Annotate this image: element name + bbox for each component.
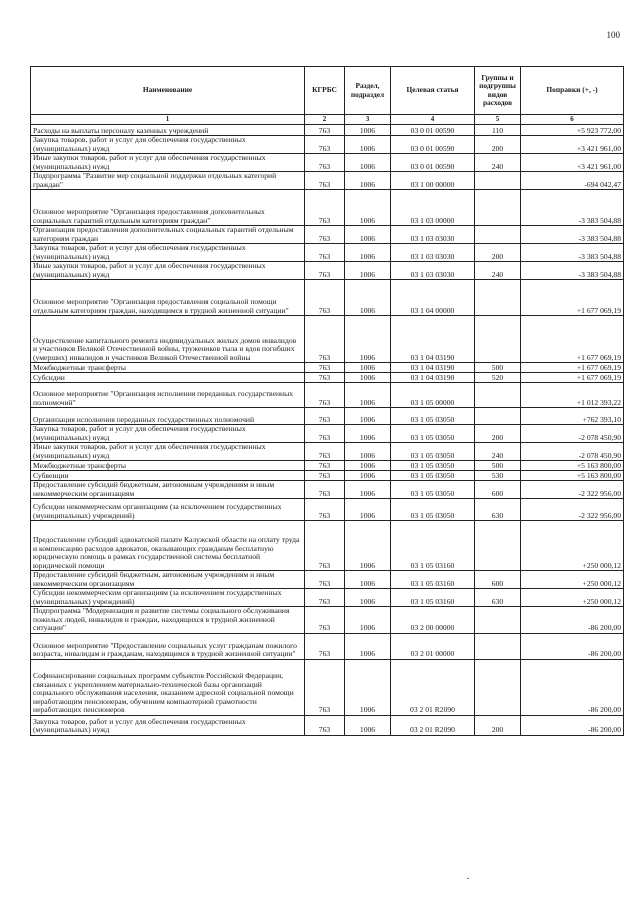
table-row [31, 659, 624, 715]
row-group-cell: 600 [475, 481, 521, 499]
row-name-cell: Предоставление субсидий бюджетным, автономным учреждениям и иным некоммерческим организациям [31, 571, 305, 589]
row-target-cell: 03 1 05 03050 [391, 425, 475, 443]
row-amount-cell: +3 421 961,00 [521, 154, 624, 172]
row-group-cell [475, 383, 521, 408]
row-amount-cell: -2 078 450,90 [521, 443, 624, 461]
row-kgrbs-cell: 763 [305, 373, 345, 383]
row-section-cell: 1006 [345, 262, 391, 280]
row-group-cell [475, 408, 521, 425]
row-name-cell: Субсидии некоммерческим организациям (за исключением государственных (муниципальных) учреждений) [31, 499, 305, 521]
row-amount-cell: +250 000,12 [521, 521, 624, 571]
table-row [31, 521, 624, 571]
table-row [31, 715, 624, 735]
header-target: Целевая статья [391, 67, 475, 115]
row-section-cell: 1006 [345, 244, 391, 262]
table-row [31, 633, 624, 659]
row-section-cell: 1006 [345, 471, 391, 481]
row-section-cell: 1006 [345, 154, 391, 172]
row-name-cell: Субсидии [31, 373, 305, 383]
table-row [31, 461, 624, 471]
table-row [31, 607, 624, 634]
row-target-cell: 03 1 05 03050 [391, 499, 475, 521]
row-section-cell: 1006 [345, 589, 391, 607]
row-name-cell: Межбюджетные трансферты [31, 363, 305, 373]
table-row [31, 443, 624, 461]
row-section-cell: 1006 [345, 499, 391, 521]
row-name-cell: Основное мероприятие "Предоставление социальных услуг гражданам пожилого возраста, инвалидам и гражданам, находящимся в трудной жизненной ситуации" [31, 633, 305, 659]
row-amount-cell: -694 042,47 [521, 172, 624, 190]
table-row [31, 172, 624, 190]
row-target-cell: 03 1 04 03190 [391, 316, 475, 363]
row-section-cell: 1006 [345, 136, 391, 154]
row-kgrbs-cell: 763 [305, 461, 345, 471]
row-name-cell: Осуществление капитального ремонта индивидуальных жилых домов инвалидов и участников Великой Отечественной войны, тружеников тыла и вдов погибших (умерших) инвалидов и участников Великой Отечественной войны [31, 316, 305, 363]
row-kgrbs-cell: 763 [305, 262, 345, 280]
table-row [31, 571, 624, 589]
row-target-cell: 03 1 04 00000 [391, 280, 475, 316]
row-target-cell: 03 1 03 00000 [391, 190, 475, 226]
row-name-cell: Организация предоставления дополнительных социальных гарантий отдельным категориям граждан [31, 226, 305, 244]
row-section-cell: 1006 [345, 461, 391, 471]
table-row [31, 154, 624, 172]
row-amount-cell: +1 677 069,19 [521, 280, 624, 316]
table-row [31, 471, 624, 481]
row-section-cell: 1006 [345, 190, 391, 226]
row-section-cell: 1006 [345, 481, 391, 499]
row-amount-cell: -86 200,00 [521, 659, 624, 715]
row-target-cell: 03 1 03 03030 [391, 262, 475, 280]
row-section-cell: 1006 [345, 408, 391, 425]
row-amount-cell: +1 677 069,19 [521, 363, 624, 373]
row-kgrbs-cell: 763 [305, 589, 345, 607]
row-group-cell [475, 607, 521, 634]
row-amount-cell: -2 078 450,90 [521, 425, 624, 443]
row-target-cell: 03 1 04 03190 [391, 373, 475, 383]
row-name-cell: Подпрограмма "Развитие мер социальной поддержки отдельных категорий граждан" [31, 172, 305, 190]
row-kgrbs-cell: 763 [305, 408, 345, 425]
row-amount-cell: +762 393,10 [521, 408, 624, 425]
row-group-cell: 240 [475, 154, 521, 172]
row-target-cell: 03 1 05 03050 [391, 408, 475, 425]
row-amount-cell: -2 322 956,00 [521, 499, 624, 521]
table-row [31, 125, 624, 136]
row-target-cell: 03 1 05 03050 [391, 471, 475, 481]
row-section-cell: 1006 [345, 383, 391, 408]
row-kgrbs-cell: 763 [305, 571, 345, 589]
table-header-row [31, 67, 624, 115]
row-amount-cell: +1 677 069,19 [521, 316, 624, 363]
row-target-cell: 03 1 04 03190 [391, 363, 475, 373]
row-target-cell: 03 1 05 00000 [391, 383, 475, 408]
row-name-cell: Иные закупки товаров, работ и услуг для обеспечения государственных (муниципальных) нужд [31, 262, 305, 280]
row-kgrbs-cell: 763 [305, 499, 345, 521]
column-number: 4 [391, 115, 475, 125]
row-name-cell: Основное мероприятие "Организация предоставления социальной помощи отдельным категориям граждан, находящимся в трудной жизненной ситуации" [31, 280, 305, 316]
row-amount-cell: +5 163 800,00 [521, 471, 624, 481]
row-kgrbs-cell: 763 [305, 471, 345, 481]
header-kgrbs: КГРБС [305, 67, 345, 115]
row-name-cell: Организация исполнения переданных государственных полномочий [31, 408, 305, 425]
table-row [31, 589, 624, 607]
table-row [31, 190, 624, 226]
column-number: 1 [31, 115, 305, 125]
row-name-cell: Субвенции [31, 471, 305, 481]
row-kgrbs-cell: 763 [305, 125, 345, 136]
row-name-cell: Закупка товаров, работ и услуг для обеспечения государственных (муниципальных) нужд [31, 425, 305, 443]
row-name-cell: Подпрограмма "Модернизация и развитие системы социального обслуживания пожилых людей, инвалидов и граждан, находящихся в трудной жизненной ситуации" [31, 607, 305, 634]
table-row [31, 136, 624, 154]
row-name-cell: Предоставление субсидий бюджетным, автономным учреждениям и иным некоммерческим организациям [31, 481, 305, 499]
row-kgrbs-cell: 763 [305, 316, 345, 363]
row-kgrbs-cell: 763 [305, 715, 345, 735]
column-number: 2 [305, 115, 345, 125]
row-group-cell: 600 [475, 571, 521, 589]
row-kgrbs-cell: 763 [305, 425, 345, 443]
row-name-cell: Межбюджетные трансферты [31, 461, 305, 471]
row-target-cell: 03 1 03 03030 [391, 226, 475, 244]
page-number: 100 [606, 30, 620, 40]
row-amount-cell: +250 000,12 [521, 589, 624, 607]
table-row [31, 383, 624, 408]
row-group-cell: 500 [475, 461, 521, 471]
row-group-cell: 200 [475, 244, 521, 262]
row-kgrbs-cell: 763 [305, 607, 345, 634]
row-group-cell [475, 190, 521, 226]
row-kgrbs-cell: 763 [305, 443, 345, 461]
table-row [31, 280, 624, 316]
row-name-cell: Расходы на выплаты персоналу казенных учреждений [31, 125, 305, 136]
row-kgrbs-cell: 763 [305, 659, 345, 715]
row-section-cell: 1006 [345, 607, 391, 634]
table-body [31, 125, 624, 736]
scan-speck [467, 878, 469, 879]
row-target-cell: 03 2 01 R2090 [391, 659, 475, 715]
table-row [31, 373, 624, 383]
header-section: Раздел, подраздел [345, 67, 391, 115]
row-section-cell: 1006 [345, 659, 391, 715]
row-name-cell: Иные закупки товаров, работ и услуг для обеспечения государственных (муниципальных) нужд [31, 154, 305, 172]
row-amount-cell: -3 383 504,88 [521, 190, 624, 226]
table-row [31, 363, 624, 373]
row-amount-cell: -3 383 504,88 [521, 226, 624, 244]
table-row [31, 408, 624, 425]
row-kgrbs-cell: 763 [305, 226, 345, 244]
row-group-cell [475, 316, 521, 363]
row-kgrbs-cell: 763 [305, 154, 345, 172]
row-section-cell: 1006 [345, 571, 391, 589]
row-name-cell: Предоставление субсидий адвокатской палате Калужской области на оплату труда и компенсацию расходов адвокатов, оказывающих гражданам бесплатную юридическую помощь в рамках государственной системы бесплатной юридической помощи [31, 521, 305, 571]
row-group-cell: 200 [475, 715, 521, 735]
header-amendments: Поправки (+, -) [521, 67, 624, 115]
column-number-row [31, 115, 624, 125]
table-row [31, 499, 624, 521]
table-row [31, 262, 624, 280]
header-group: Группы и подгруппы видов расходов [475, 67, 521, 115]
row-target-cell: 03 1 05 03160 [391, 589, 475, 607]
row-group-cell: 240 [475, 443, 521, 461]
row-kgrbs-cell: 763 [305, 280, 345, 316]
row-group-cell [475, 521, 521, 571]
row-kgrbs-cell: 763 [305, 383, 345, 408]
row-target-cell: 03 1 05 03050 [391, 481, 475, 499]
row-amount-cell: +250 000,12 [521, 571, 624, 589]
table-row [31, 244, 624, 262]
row-target-cell: 03 0 01 00590 [391, 125, 475, 136]
row-section-cell: 1006 [345, 373, 391, 383]
row-group-cell: 520 [475, 373, 521, 383]
row-kgrbs-cell: 763 [305, 136, 345, 154]
row-kgrbs-cell: 763 [305, 172, 345, 190]
row-group-cell: 240 [475, 262, 521, 280]
row-amount-cell: -3 383 504,88 [521, 244, 624, 262]
row-kgrbs-cell: 763 [305, 521, 345, 571]
row-section-cell: 1006 [345, 125, 391, 136]
row-target-cell: 03 0 01 00590 [391, 154, 475, 172]
row-group-cell: 200 [475, 136, 521, 154]
row-kgrbs-cell: 763 [305, 363, 345, 373]
row-amount-cell: -2 322 956,00 [521, 481, 624, 499]
row-group-cell [475, 172, 521, 190]
column-number: 6 [521, 115, 624, 125]
table-row [31, 425, 624, 443]
row-group-cell: 630 [475, 589, 521, 607]
column-number: 3 [345, 115, 391, 125]
row-amount-cell: +5 163 800,00 [521, 461, 624, 471]
row-group-cell: 530 [475, 471, 521, 481]
table-row [31, 481, 624, 499]
row-name-cell: Закупка товаров, работ и услуг для обеспечения государственных (муниципальных) нужд [31, 244, 305, 262]
row-name-cell: Софинансирование социальных программ субъектов Российской Федерации, связанных с укреплением материально-технической базы организаций социального обслуживания населения, оказанием адресной социальной помощи неработающим пенсионерам, обучением компьютерной грамотности неработающих пенсионеров [31, 659, 305, 715]
header-name: Наименование [31, 67, 305, 115]
row-name-cell: Закупка товаров, работ и услуг для обеспечения государственных (муниципальных) нужд [31, 715, 305, 735]
row-section-cell: 1006 [345, 425, 391, 443]
row-group-cell: 110 [475, 125, 521, 136]
row-target-cell: 03 2 01 R2090 [391, 715, 475, 735]
row-amount-cell: -86 200,00 [521, 715, 624, 735]
row-group-cell [475, 633, 521, 659]
row-group-cell: 500 [475, 363, 521, 373]
row-group-cell [475, 226, 521, 244]
row-section-cell: 1006 [345, 363, 391, 373]
row-section-cell: 1006 [345, 521, 391, 571]
row-section-cell: 1006 [345, 715, 391, 735]
row-name-cell: Субсидии некоммерческим организациям (за исключением государственных (муниципальных) учреждений) [31, 589, 305, 607]
row-kgrbs-cell: 763 [305, 481, 345, 499]
row-name-cell: Основное мероприятие "Организация исполнения переданных государственных полномочий" [31, 383, 305, 408]
row-name-cell: Иные закупки товаров, работ и услуг для обеспечения государственных (муниципальных) нужд [31, 443, 305, 461]
column-number: 5 [475, 115, 521, 125]
row-section-cell: 1006 [345, 443, 391, 461]
row-group-cell [475, 659, 521, 715]
row-group-cell: 200 [475, 425, 521, 443]
row-kgrbs-cell: 763 [305, 244, 345, 262]
row-target-cell: 03 1 05 03050 [391, 461, 475, 471]
row-amount-cell: +1 012 393,22 [521, 383, 624, 408]
row-group-cell: 630 [475, 499, 521, 521]
table-row [31, 226, 624, 244]
row-target-cell: 03 1 00 00000 [391, 172, 475, 190]
table-row [31, 316, 624, 363]
row-target-cell: 03 1 05 03160 [391, 571, 475, 589]
row-kgrbs-cell: 763 [305, 190, 345, 226]
row-section-cell: 1006 [345, 280, 391, 316]
row-name-cell: Закупка товаров, работ и услуг для обеспечения государственных (муниципальных) нужд [31, 136, 305, 154]
row-section-cell: 1006 [345, 226, 391, 244]
row-amount-cell: +5 923 772,00 [521, 125, 624, 136]
row-amount-cell: +3 421 961,00 [521, 136, 624, 154]
row-target-cell: 03 1 05 03160 [391, 521, 475, 571]
row-amount-cell: -3 383 504,88 [521, 262, 624, 280]
row-amount-cell: -86 200,00 [521, 633, 624, 659]
row-name-cell: Основное мероприятие "Организация предоставления дополнительных социальных гарантий отдельным категориям граждан" [31, 190, 305, 226]
row-section-cell: 1006 [345, 172, 391, 190]
row-target-cell: 03 2 00 00000 [391, 607, 475, 634]
row-group-cell [475, 280, 521, 316]
row-section-cell: 1006 [345, 633, 391, 659]
row-target-cell: 03 1 03 03030 [391, 244, 475, 262]
row-section-cell: 1006 [345, 316, 391, 363]
row-target-cell: 03 2 01 00000 [391, 633, 475, 659]
row-amount-cell: -86 200,00 [521, 607, 624, 634]
row-target-cell: 03 1 05 03050 [391, 443, 475, 461]
row-kgrbs-cell: 763 [305, 633, 345, 659]
row-target-cell: 03 0 01 00590 [391, 136, 475, 154]
row-amount-cell: +1 677 069,19 [521, 373, 624, 383]
budget-amendments-table [30, 66, 624, 736]
